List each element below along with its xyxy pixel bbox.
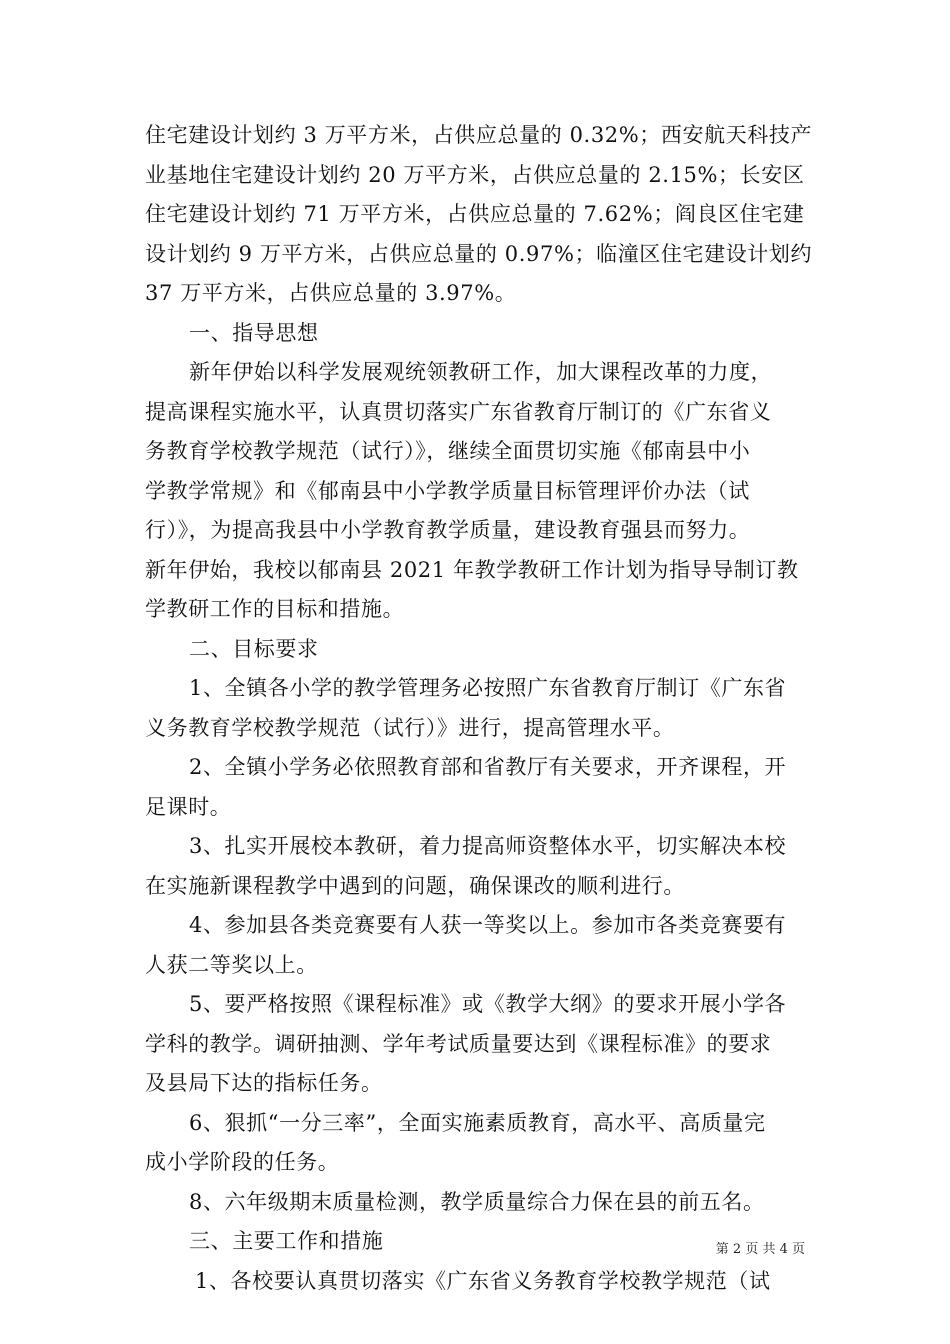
text-line: 5、要严格按照《课程标准》或《教学大纲》的要求开展小学各	[189, 992, 787, 1016]
text-line: 住宅建设计划约 3 万平方米，占供应总量的 0.32%；西安航天科技产	[145, 123, 813, 147]
text-line: 4、参加县各类竞赛要有人获一等奖以上。参加市各类竞赛要有	[189, 913, 787, 937]
text-line: 成小学阶段的任务。	[145, 1150, 340, 1174]
page-number: 第 2 页 共 4 页	[715, 1242, 805, 1257]
text-line: 务教育学校教学规范（试行）》，继续全面贯切实施《郁南县中小	[145, 439, 751, 463]
text-line: 住宅建设计划约 71 万平方米，占供应总量的 7.62%；阎良区住宅建	[145, 202, 805, 226]
text-line: 1、全镇各小学的教学管理务必按照广东省教育厅制订《广东省	[189, 676, 787, 700]
text-line: 新年伊始，我校以郁南县 2021 年教学教研工作计划为指导导制订教	[145, 557, 799, 582]
text-line: 义务教育学校教学规范（试行）》进行，提高管理水平。	[145, 715, 675, 740]
text-line: 8、六年级期末质量检测，教学质量综合力保在县的前五名。	[189, 1189, 765, 1214]
text-line: 37 万平方米，占供应总量的 3.97%。	[145, 281, 517, 305]
text-line: 学教研工作的目标和措施。	[145, 597, 405, 621]
text-line: 新年伊始以科学发展观统领教研工作，加大课程改革的力度，	[189, 360, 773, 384]
text-line: 设计划约 9 万平方米，占供应总量的 0.97%；临潼区住宅建设计划约	[145, 241, 813, 266]
text-line: 提高课程实施水平，认真贯切落实广东省教育厅制订的《广东省义	[145, 399, 772, 424]
text-line: 在实施新课程教学中遇到的问题，确保课改的顺利进行。	[145, 873, 685, 898]
text-line: 行）》，为提高我县中小学教育教学质量，建设教育强县而努力。	[145, 518, 751, 542]
text-line: 学教学常规》和《郁南县中小学教学质量目标管理评价办法（试	[145, 478, 750, 503]
text-line: 1、各校要认真贯切落实《广东省义务教育学校教学规范（试	[195, 1268, 771, 1293]
section-heading-goals: 二、目标要求	[189, 636, 319, 661]
section-heading-main-work: 三、主要工作和措施	[189, 1229, 384, 1253]
text-line: 学科的教学。调研抽测、学年考试质量要达到《课程标准》的要求	[145, 1031, 772, 1056]
document-body	[145, 116, 813, 1301]
text-line: 3、扎实开展校本教研，着力提高师资整体水平，切实解决本校	[189, 834, 787, 858]
text-line: 6、狠抓“一分三率”，全面实施素质教育，高水平、高质量完	[189, 1110, 766, 1135]
text-line: 2、全镇小学务必依照教育部和省教厅有关要求，开齐课程，开	[189, 755, 787, 779]
text-line: 足课时。	[145, 794, 232, 819]
text-line: 及县局下达的指标任务。	[145, 1071, 383, 1095]
text-line: 业基地住宅建设计划约 20 万平方米，占供应总量的 2.15%；长安区	[145, 162, 805, 187]
text-line: 人获二等奖以上。	[145, 952, 318, 977]
section-heading-guiding-ideology: 一、指导思想	[189, 320, 319, 345]
